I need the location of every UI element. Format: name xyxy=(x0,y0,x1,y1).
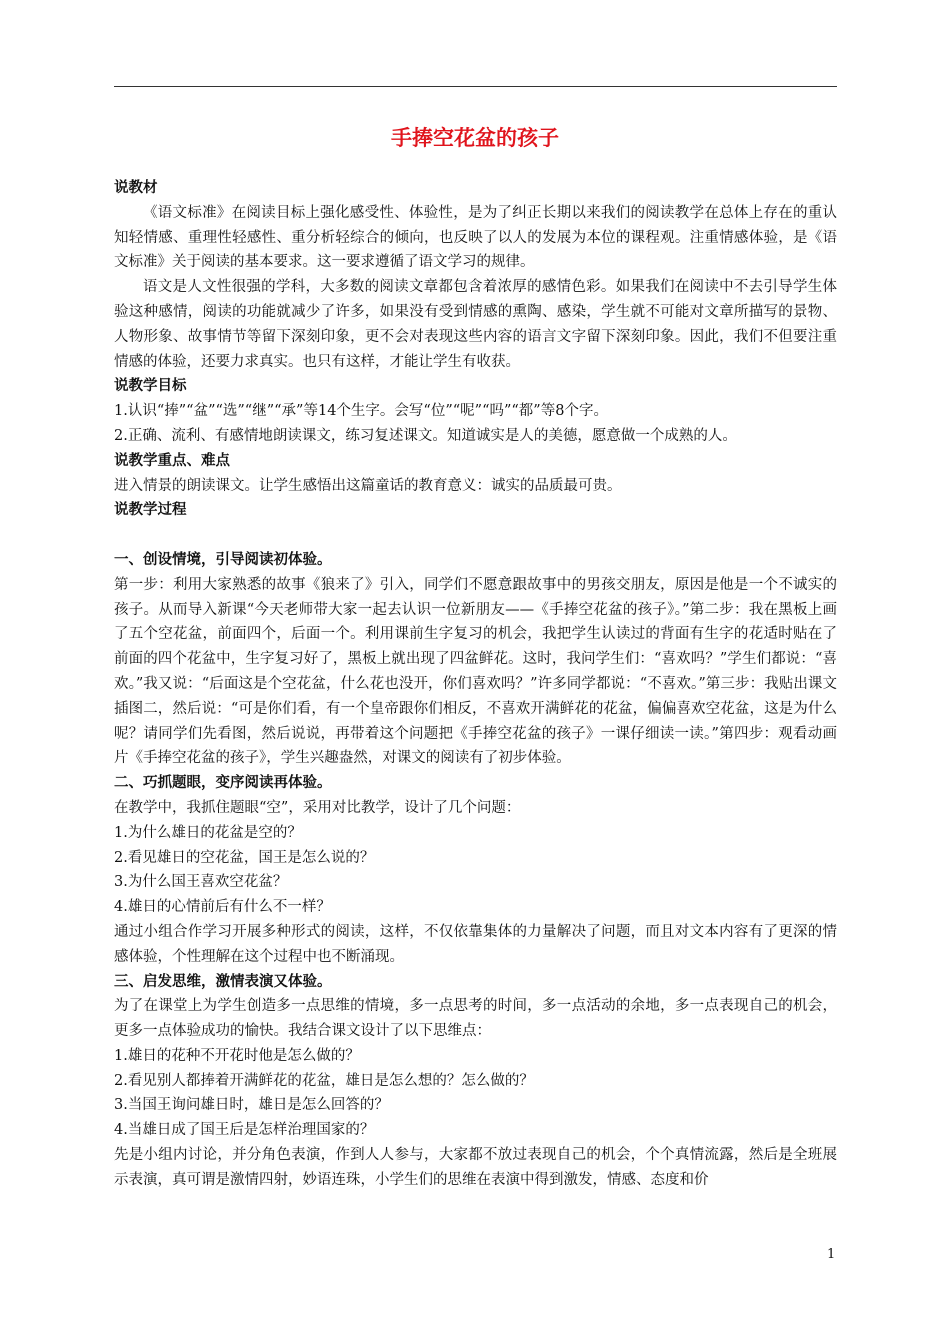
paragraph: 进入情景的朗读课文。让学生感悟出这篇童话的教育意义：诚实的品质最可贵。 xyxy=(114,477,622,494)
list-item: 2.看见别人都捧着开满鲜花的花盆，雄日是怎么想的？怎么做的？ xyxy=(114,1072,534,1089)
section-heading-material: 说教材 xyxy=(114,180,158,196)
paragraph: 语文是人文性很强的学科，大多数的阅读文章都包含着浓厚的感情色彩。如果我们在阅读中不去引导学生体验这种感情，阅读的功能就减少了许多，如果没有受到情感的熏陶、感染，学生就不可能对文章所描写的景物、人物形象、故事情节等留下深刻印象，更不会对表现这些内容的语言文字留下深刻印象。因此，我们不但要注重情感的体验，还要力求真实。也只有这样，才能让学生有收获。 xyxy=(114,279,837,370)
step-heading-2: 二、巧抓题眼，变序阅读再体验。 xyxy=(114,775,332,792)
section-heading-goals: 说教学目标 xyxy=(114,378,187,395)
spacer xyxy=(114,523,837,548)
list-item: 1.认识“捧”“盆”“选”“继”“承”等14个生字。会写“位”“呢”“吗”“都”等8个字。 xyxy=(114,403,608,420)
paragraph: 《语文标准》在阅读目标上强化感受性、体验性，是为了纠正长期以来我们的阅读教学在总体上存在的重认知轻情感、重理性轻感性、重分析轻综合的倾向，也反映了以人的发展为本位的课程观。注重情感体验，是《语文标准》关于阅读的基本要求。这一要求遵循了语文学习的规律。 xyxy=(114,204,837,271)
paragraph: 通过小组合作学习开展多种形式的阅读，这样，不仅依靠集体的力量解决了问题，而且对文本内容有了更深的情感体验，个性理解在这个过程中也不断涌现。 xyxy=(114,923,837,965)
page-number: 1 xyxy=(827,1247,836,1262)
section-heading-process: 说教学过程 xyxy=(114,502,187,519)
list-item: 2.正确、流利、有感情地朗读课文，练习复述课文。知道诚实是人的美德，愿意做一个成熟的人。 xyxy=(114,427,737,444)
step-heading-1: 一、创设情境，引导阅读初体验。 xyxy=(114,551,332,568)
list-item: 4.当雄日成了国王后是怎样治理国家的？ xyxy=(114,1122,375,1139)
list-item: 1.为什么雄日的花盆是空的？ xyxy=(114,824,302,841)
paragraph: 为了在课堂上为学生创造多一点思维的情境，多一点思考的时间，多一点活动的余地，多一点表现自己的机会，更多一点体验成功的愉快。我结合课文设计了以下思维点： xyxy=(114,998,837,1040)
document-title: 手捧空花盆的孩子 xyxy=(391,126,559,150)
step-heading-3: 三、启发思维，激情表演又体验。 xyxy=(114,973,332,990)
section-heading-key-points: 说教学重点、难点 xyxy=(114,452,230,469)
document-body xyxy=(114,176,837,1193)
paragraph: 在教学中，我抓住题眼“空”，采用对比教学，设计了几个问题： xyxy=(114,799,521,816)
list-item: 3.当国王询问雄日时，雄日是怎么回答的？ xyxy=(114,1097,389,1114)
paragraph: 先是小组内讨论，并分角色表演，作到人人参与，大家都不放过表现自己的机会，个个真情流露，然后是全班展示表演，真可谓是激情四射，妙语连珠，小学生们的思维在表演中得到激发，情感、态度和价 xyxy=(114,1147,837,1188)
header-rule xyxy=(114,86,837,87)
list-item: 1.雄日的花种不开花时他是怎么做的？ xyxy=(114,1047,360,1064)
paragraph: 第一步：利用大家熟悉的故事《狼来了》引入，同学们不愿意跟故事中的男孩交朋友，原因是他是一个不诚实的孩子。从而导入新课“今天老师带大家一起去认识一位新朋友——《手捧空花盆的孩子》。”第二步：我在黑板上画了五个空花盆，前面四个，后面一个。利用课前生字复习的机会，我把学生认读过的背面有生字的花适时贴在了前面的四个花盆中，生字复习好了，黑板上就出现了四盆鲜花。这时，我问学生们：“喜欢吗？”学生们都说：“喜欢。”我又说：“后面这是个空花盆，什么花也没开，你们喜欢吗？”许多同学都说：“不喜欢。”第三步：我贴出课文插图二，然后说：“可是你们看，有一个皇帝跟你们相反，不喜欢开满鲜花的花盆，偏偏喜欢空花盆，这是为什么呢？请同学们先看图，然后说说，再带着这个问题把《手捧空花盆的孩子》一课仔细读一读。”第四步：观看动画片《手捧空花盆的孩子》，学生兴趣盎然，对课文的阅读有了初步体验。 xyxy=(114,576,837,767)
list-item: 4.雄日的心情前后有什么不一样？ xyxy=(114,899,331,916)
list-item: 2.看见雄日的空花盆，国王是怎么说的？ xyxy=(114,849,375,866)
list-item: 3.为什么国王喜欢空花盆？ xyxy=(114,874,288,891)
